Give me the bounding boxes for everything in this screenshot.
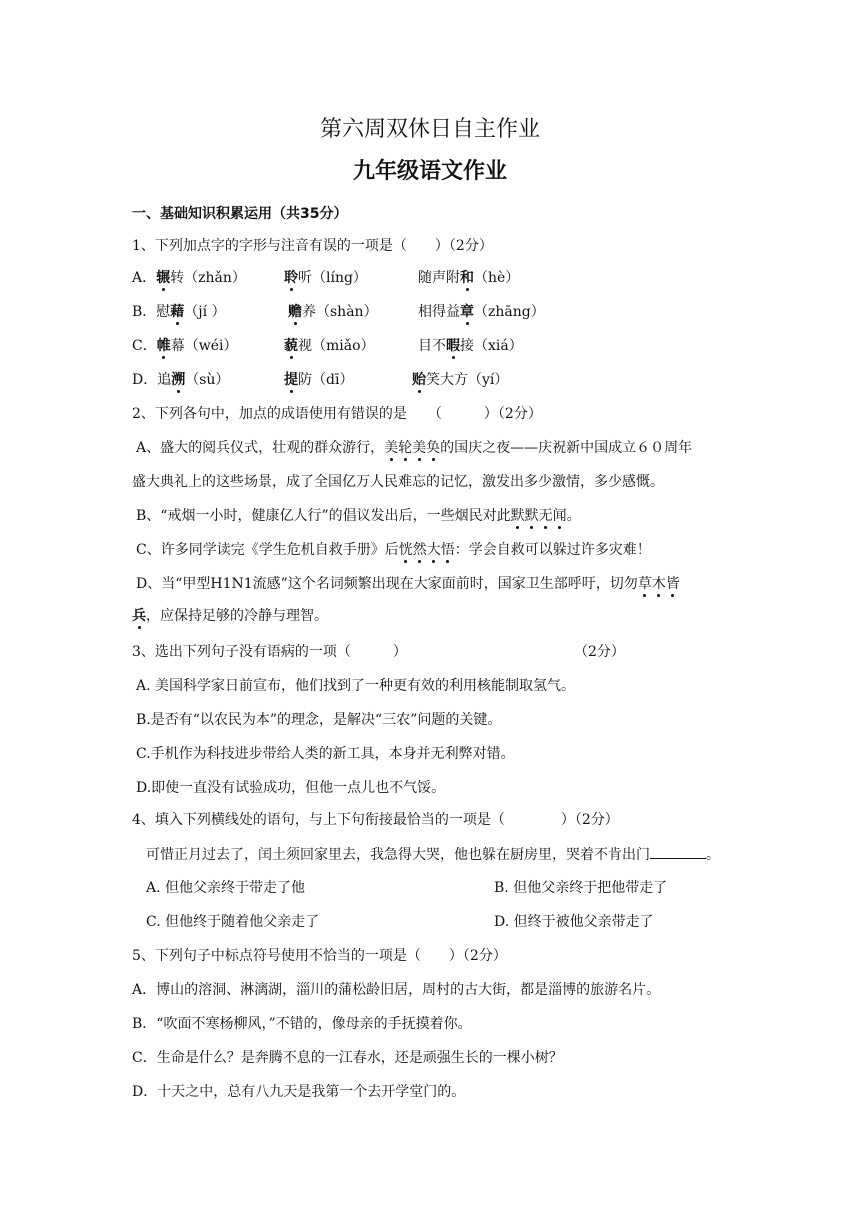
page-subtitle: 九年级语文作业 bbox=[352, 159, 507, 184]
dotted-char: 美 bbox=[384, 440, 399, 456]
option-text: 追 bbox=[157, 372, 172, 388]
option-text: 。 bbox=[566, 508, 581, 524]
option-text: C、许多同学读完《学生危机自救手册》后 bbox=[136, 542, 399, 558]
q1-option-c-item3 bbox=[418, 336, 523, 356]
option-text: 养（shàn） bbox=[302, 304, 378, 320]
question-4-stem: 4、填入下列横线处的语句，与上下句衔接最恰当的一项是（ ）（2分） bbox=[132, 812, 619, 828]
dotted-char: 藐 bbox=[284, 338, 298, 354]
q1-option-b-item2 bbox=[288, 302, 378, 322]
question-1-stem: 1、下列加点字的字形与注音有误的一项是（ ）（2分） bbox=[132, 238, 493, 254]
q2-option-c bbox=[136, 540, 651, 560]
option-text: 相得益 bbox=[418, 304, 460, 320]
option-label: C． bbox=[132, 338, 157, 354]
q3-option-a: A. 美国科学家日前宣布，他们找到了一种更有效的利用核能制取氢气。 bbox=[136, 678, 576, 694]
question-3-score: （2分） bbox=[574, 644, 625, 660]
option-text: A、盛大的阅兵仪式，壮观的群众游行， bbox=[136, 440, 385, 456]
q1-option-a-item2 bbox=[284, 268, 367, 288]
dotted-char: 轮 bbox=[398, 440, 413, 456]
passage-text: 可惜正月过去了，闰土须回家里去，我急得大哭，他也躲在厨房里，哭着不肯出门 bbox=[146, 847, 650, 863]
q4-option-b: B. 但他父亲终于把他带走了 bbox=[494, 880, 668, 896]
q5-option-a: A．博山的溶洞、淋漓湖，淄川的蒲松龄旧居，周村的古大街，都是淄博的旅游名片。 bbox=[132, 982, 661, 998]
option-text: 笑大方（yí） bbox=[426, 372, 509, 388]
option-text: 目不 bbox=[418, 338, 446, 354]
q1-option-d-item3 bbox=[412, 370, 508, 390]
q2-option-d-line1 bbox=[136, 574, 680, 594]
dotted-idiom bbox=[384, 440, 440, 456]
dotted-idiom: 兵 bbox=[132, 608, 146, 624]
dotted-idiom bbox=[638, 576, 680, 592]
q5-option-c: C．生命是什么？是奔腾不息的一江春水，还是顽强生长的一棵小树？ bbox=[132, 1050, 563, 1066]
option-label: A． bbox=[132, 270, 157, 286]
q1-option-a bbox=[132, 268, 246, 288]
dotted-char: 美 bbox=[412, 440, 427, 456]
option-text: （jí ） bbox=[184, 304, 226, 320]
dotted-char: 帷 bbox=[156, 338, 171, 354]
q2-option-a-line2: 盛大典礼上的这些场景，成了全国亿万人民难忘的记忆，激发出多少激情，多少感慨。 bbox=[132, 474, 664, 490]
dotted-idiom bbox=[511, 508, 567, 524]
dotted-char: 贻 bbox=[412, 372, 426, 388]
dotted-char: 溯 bbox=[171, 372, 186, 388]
option-text: （sù） bbox=[185, 372, 230, 388]
page-title: 第六周双休日自主作业 bbox=[319, 117, 540, 142]
q1-option-b-item3 bbox=[418, 302, 545, 322]
q4-passage bbox=[146, 844, 720, 865]
q5-option-d: D．十天之中，总有八九天是我第一个去开学堂门的。 bbox=[132, 1084, 466, 1100]
question-3-stem: 3、选出下列句子没有语病的一项（ ） bbox=[132, 644, 407, 660]
q2-option-d-line2 bbox=[132, 606, 328, 626]
q1-option-a-item3 bbox=[418, 268, 519, 288]
option-text: 转（zhǎn） bbox=[170, 270, 246, 286]
q3-option-b: B.是否有“以农民为本”的理念，是解决“三农”问题的关键。 bbox=[136, 712, 502, 728]
option-text: ：学会自救可以躲过许多灾难！ bbox=[454, 542, 651, 558]
dotted-char: 聆 bbox=[284, 270, 298, 286]
q1-option-d bbox=[132, 370, 229, 390]
dotted-idiom bbox=[399, 542, 455, 558]
passage-end: 。 bbox=[706, 847, 720, 863]
option-text: D、当“甲型H1N1流感”这个名词频繁出现在大家面前时，国家卫生部呼吁，切勿 bbox=[136, 576, 638, 592]
dotted-char: 暇 bbox=[446, 338, 460, 354]
option-text: 接（xiá） bbox=[460, 338, 523, 354]
dotted-char: 大 bbox=[426, 542, 441, 558]
option-text: 随声附 bbox=[418, 270, 460, 286]
option-text: B、“戒烟一小时，健康亿人行”的倡议发出后，一些烟民对此 bbox=[136, 508, 511, 524]
dotted-char: 章 bbox=[460, 304, 474, 320]
q2-option-a-line1 bbox=[136, 438, 692, 458]
q1-option-b bbox=[132, 302, 226, 322]
dotted-char: 闻 bbox=[552, 508, 567, 524]
q3-option-c: C.手机作为科技进步带给人类的新工具，本身并无利弊对错。 bbox=[136, 746, 515, 762]
dotted-char: 悟 bbox=[440, 542, 455, 558]
q4-option-a: A. 但他父亲终于带走了他 bbox=[146, 880, 306, 896]
dotted-char: 然 bbox=[412, 542, 427, 558]
q5-option-b: B．“吹面不寒杨柳风，”不错的，像母亲的手抚摸着你。 bbox=[132, 1016, 472, 1032]
dotted-char: 和 bbox=[460, 270, 474, 286]
dotted-char: 辗 bbox=[156, 270, 171, 286]
q1-option-d-item2 bbox=[284, 370, 353, 390]
dotted-char: 木 bbox=[651, 576, 666, 592]
q3-option-d: D.即使一直没有试验成功，但他一点儿也不气馁。 bbox=[136, 780, 446, 796]
question-2-stem: 2、下列各句中，加点的成语使用有错误的是 （ ）（2分） bbox=[132, 406, 542, 422]
section-heading: 一、基础知识积累运用（共35分） bbox=[132, 206, 348, 222]
dotted-char: 恍 bbox=[398, 542, 413, 558]
dotted-char: 奂 bbox=[426, 440, 441, 456]
option-text: 防（dī） bbox=[298, 372, 354, 388]
q4-option-c: C. 但他终于随着他父亲走了 bbox=[146, 914, 320, 930]
q4-option-d: D. 但终于被他父亲带走了 bbox=[494, 914, 654, 930]
option-text: 的国庆之夜——庆祝新中国成立６０周年 bbox=[440, 440, 693, 456]
option-label: D． bbox=[132, 372, 158, 388]
option-text: ，应保持足够的冷静与理智。 bbox=[146, 608, 328, 624]
question-5-stem: 5、下列句子中标点符号使用不恰当的一项是（ ）（2分） bbox=[132, 948, 507, 964]
dotted-char: 藉 bbox=[170, 304, 185, 320]
option-text: 听（líng） bbox=[298, 270, 367, 286]
dotted-char: 默 bbox=[510, 508, 525, 524]
dotted-char: 无 bbox=[538, 508, 553, 524]
q1-option-c bbox=[132, 336, 237, 356]
dotted-char: 草 bbox=[637, 576, 652, 592]
dotted-char: 皆 bbox=[665, 576, 680, 592]
answer-blank bbox=[650, 844, 706, 859]
dotted-char: 默 bbox=[524, 508, 539, 524]
q1-option-c-item2 bbox=[284, 336, 375, 356]
q2-option-b bbox=[136, 506, 581, 526]
option-text: （hè） bbox=[474, 270, 520, 286]
dotted-char: 赡 bbox=[288, 304, 302, 320]
dotted-char: 提 bbox=[284, 372, 298, 388]
option-text: 慰 bbox=[156, 304, 171, 320]
option-text: 幕（wéi） bbox=[170, 338, 238, 354]
option-text: 视（miǎo） bbox=[298, 338, 375, 354]
option-text: （zhāng） bbox=[474, 304, 545, 320]
option-label: B． bbox=[132, 304, 157, 320]
